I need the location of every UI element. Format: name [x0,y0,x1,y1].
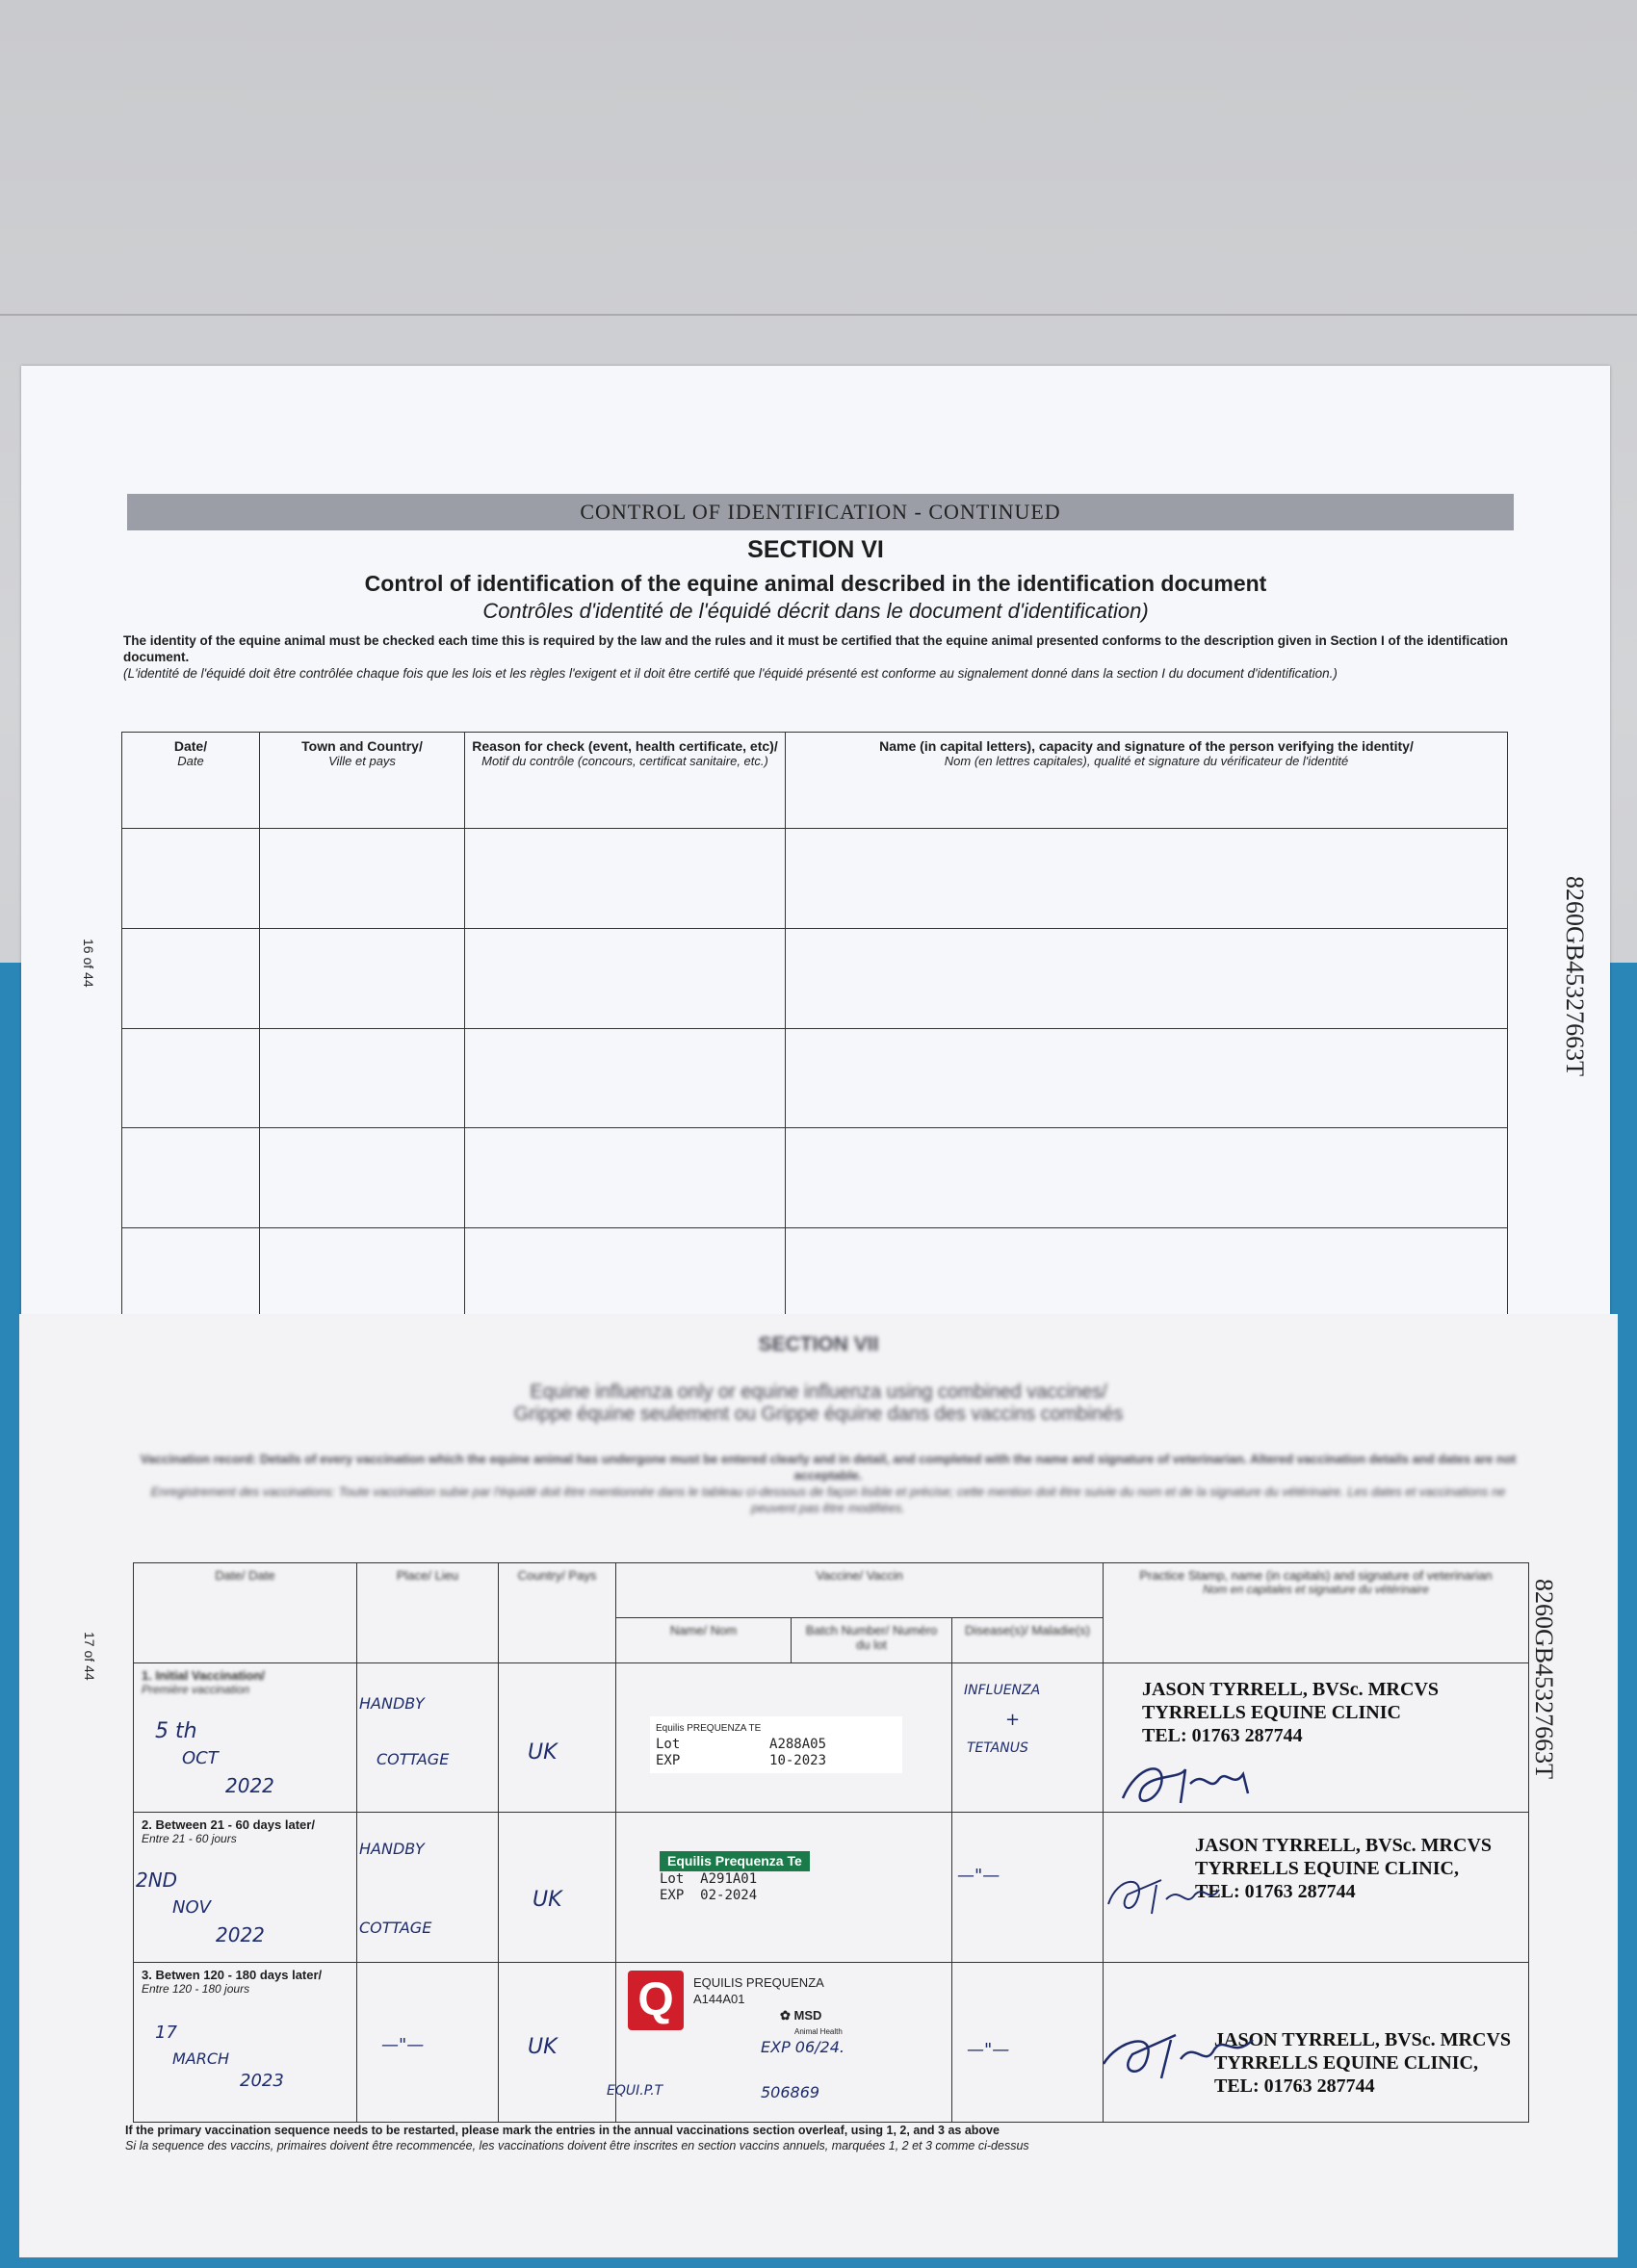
col-header-country: Country/ Pays [499,1563,616,1663]
page-17 [19,1314,1618,2257]
col-header-date: Date/ Date [134,1563,357,1663]
col-header-verifier: Name (in capital letters), capacity and signature of the person verifying the identity/ Nom (en lettres capitales), qualité et signature du vérificateur de l'identité [786,733,1508,829]
row1-date[interactable]: 1. Initial Vaccination/ Première vaccination 5 th OCT 2022 [134,1662,357,1813]
row1-country[interactable]: UK [499,1662,616,1813]
signature-icon [1104,1866,1258,1923]
vaccination-table [133,1562,1529,2123]
col-header-date: Date/ Date [122,733,260,829]
section-heading: SECTION VII [758,1333,879,1355]
q-logo-icon: Q [628,1971,684,2030]
footer-fr: Si la sequence des vaccins, primaires doivent être recommencée, les vaccinations doivent être inscrites en section vaccins annuels, marquées 1, 2 et 3 comme ci-dessus [125,2139,1029,2152]
page-number: 17 of 44 [82,1632,97,1681]
vet-stamp: JASON TYRRELL, BVSc. MRCVS TYRRELLS EQUINE CLINIC, TEL: 01763 287744 [1214,2029,1512,2097]
vaccine-sticker: Equilis PREQUENZA TE Lot A288A05 EXP 10-2023 [650,1716,902,1773]
row3-stamp[interactable] [1104,1963,1529,2123]
footer-en: If the primary vaccination sequence needs to be restarted, please mark the entries in the annual vaccinations section overleaf, using 1, 2, and 3 as above [125,2124,1000,2137]
section-intro [123,632,1520,682]
table-row[interactable] [134,1963,1529,2123]
row3-place[interactable]: —"— [357,1963,499,2123]
row1-place[interactable]: HANDBY COTTAGE [357,1662,499,1813]
table-row[interactable] [122,1028,1508,1128]
identity-check-table [121,732,1508,1328]
col-header-batch: Batch Number/ Numéro du lot [792,1618,952,1663]
col-header-place: Place/ Lieu [357,1563,499,1663]
intro-en: Vaccination record: Details of every vaccination which the equine animal has undergone must be entered clearly and in detail, and completed with the name and signature of veterinarian. Altered vaccination details and dates are not acceptable. [140,1452,1517,1482]
page-number: 16 of 44 [81,939,96,988]
row2-country[interactable]: UK [499,1813,616,1963]
row3-country[interactable]: UK [499,1963,616,2123]
col-header-vaccine: Vaccine/ Vaccin [616,1563,1104,1618]
row2-stamp[interactable] [1104,1813,1529,1963]
intro-en: The identity of the equine animal must be checked each time this is required by the law and the rules and it must be certified that the equine animal presented conforms to the description given in Section I of the identification document. [123,633,1509,664]
col-header-reason: Reason for check (event, health certificate, etc)/ Motif du contrôle (concours, certificat sanitaire, etc.) [465,733,786,829]
row2-vaccine-label[interactable] [616,1813,952,1963]
col-header-disease: Disease(s)/ Maladie(s) [952,1618,1104,1663]
msd-logo-icon: ✿ MSD [780,2008,822,2023]
section-band: CONTROL OF IDENTIFICATION - CONTINUED [127,494,1514,530]
document-code: 8260GB45327663T [1530,1579,1558,1779]
document-code: 8260GB45327663T [1561,876,1589,1076]
table-row[interactable] [122,1228,1508,1328]
section-title [19,1381,1618,1426]
section-heading: SECTION VI [747,536,884,563]
table-row[interactable] [122,1128,1508,1228]
intro-fr: Enregistrement des vaccinations: Toute vaccination subie par l'équidé doit être mentionnée dans le tableau ci-dessous de façon lisible et précise; cette mention doit être suivie du nom et de la signature du vétérinaire. Les dates et vaccinations ne peuvent pas être modifiées. [150,1484,1506,1515]
row1-disease[interactable]: INFLUENZA + TETANUS [952,1662,1104,1813]
row2-disease[interactable]: —"— [952,1813,1104,1963]
col-header-name: Name/ Nom [616,1618,792,1663]
section-intro [135,1451,1521,1516]
col-header-town: Town and Country/ Ville et pays [260,733,465,829]
intro-fr: (L'identité de l'équidé doit être contrôlée chaque fois que les lois et les règles l'exigent et il doit être certifé que l'équidé présenté est conforme au signalement donné dans la section I du document d'identification.) [123,666,1338,681]
row1-vaccine-label[interactable] [616,1662,952,1813]
row3-date[interactable]: 3. Betwen 120 - 180 days later/ Entre 120 - 180 jours 17 MARCH 2023 [134,1963,357,2123]
col-header-stamp: Practice Stamp, name (in capitals) and signature of veterinarian Nom en capitales et signature du vétérinaire [1104,1563,1529,1663]
sleeve-edge [0,314,1637,316]
table-row[interactable] [122,829,1508,929]
row2-date[interactable]: 2. Between 21 - 60 days later/ Entre 21 - 60 jours 2ND NOV 2022 [134,1813,357,1963]
table-row[interactable] [122,928,1508,1028]
section-title-en: Equine influenza only or equine influenza using combined vaccines/ [530,1381,1107,1403]
section-title-fr: Grippe équine seulement ou Grippe équine dans des vaccins combinés [513,1404,1124,1425]
vet-stamp: JASON TYRRELL, BVSc. MRCVS TYRRELLS EQUINE CLINIC, TEL: 01763 287744 [1195,1835,1493,1903]
table-row[interactable] [134,1813,1529,1963]
row3-vaccine-label[interactable]: Q EQUILIS PREQUENZA A144A01 ✿ MSD Animal Health EXP 06/24. 506869 EQUI.P.T [616,1963,952,2123]
vaccine-sticker: EQUILIS PREQUENZA A144A01 ✿ MSD Animal Health [693,1975,843,2036]
page-16 [21,366,1610,1338]
section-title-fr: Contrôles d'identité de l'équidé décrit dans le document d'identification) [482,599,1149,623]
section-title-en: Control of identification of the equine animal described in the identification document [364,571,1267,596]
vet-stamp: JASON TYRRELL, BVSc. MRCVS TYRRELLS EQUINE CLINIC TEL: 01763 287744 [1142,1678,1440,1746]
signature-icon [1113,1755,1286,1813]
row3-disease[interactable]: —"— [952,1963,1104,2123]
vaccine-sticker: Equilis Prequenza Te Lot A291A01 EXP 02-2024 [660,1851,810,1904]
table-row[interactable] [134,1662,1529,1813]
row2-place[interactable]: HANDBY COTTAGE [357,1813,499,1963]
row1-stamp[interactable] [1104,1662,1529,1813]
footer-note [125,2123,1029,2153]
signature-icon [1099,2021,1272,2088]
